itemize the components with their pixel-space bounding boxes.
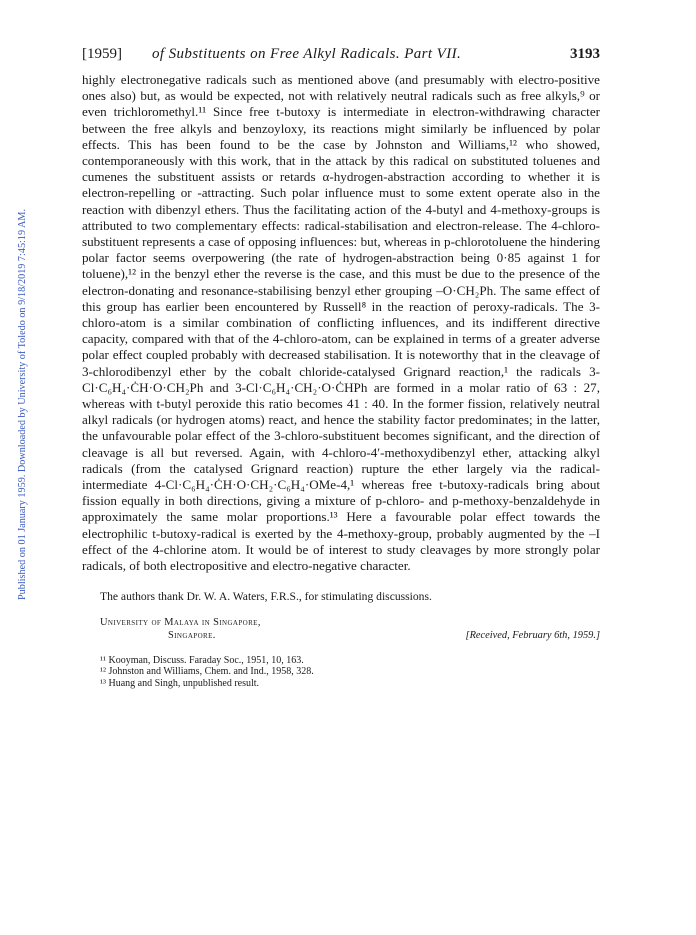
running-header bbox=[82, 46, 600, 68]
download-watermark bbox=[2, 150, 28, 600]
reference-item: ¹³ Huang and Singh, unpublished result. bbox=[100, 677, 260, 689]
header-year: [1959] bbox=[82, 46, 122, 62]
article-body bbox=[82, 72, 600, 574]
page-number: 3193 bbox=[570, 46, 600, 62]
reference-item: ¹² Johnston and Williams, Chem. and Ind., 1958, 328. bbox=[100, 666, 314, 678]
affiliation-block bbox=[100, 616, 600, 646]
reference-list bbox=[100, 655, 600, 689]
received-date: [Received, February 6th, 1959.] bbox=[465, 630, 600, 641]
header-title: of Substituents on Free Alkyl Radicals. Part VII. bbox=[152, 46, 462, 62]
reference-item: ¹¹ Kooyman, Discuss. Faraday Soc., 1951, 10, 163. bbox=[100, 655, 304, 666]
download-watermark-text: Published on 01 January 1959. Downloaded by University of Toledo on 9/18/2019 7:45:19 AM. bbox=[17, 208, 28, 600]
body-paragraph: highly electronegative radicals such as mentioned above (and presumably with electro-positive ones also) but, as would be expected, not with relatively neutral radicals such as free alkyls,⁹ or even trichloromethyl.¹¹ Since free t-butoxy is intermediate in electron-withdrawing character between the free alkyls and benzoyloxy, its reactions might similarly be influenced by polar effects. This has been found to be the case by Johnston and Williams,¹² who showed, contemporaneously with this work, that in the attack by this radical on substituted toluenes and cumenes the substituent assists or retards α-hydrogen-abstraction according to whether it is electron-repelling or -attracting. Such polar influence must to some extent operate also in the reaction with dibenzyl ethers. Thus the facilitating action of the 4-butyl and 4-methoxy-groups is attributed to two complementary effects: radical-stabilisation and electron-release. The 4-chloro-substituent represents a case of opposing influences: but, whereas in p-chlorotoluene the hindering polar factor seems overpowering (the rate of hydrogen-abstraction being 0·85 against 1 for toluene),¹² in the benzyl ether the reverse is the case, and this must be due to the presence of the electron-donating and resonance-stabilising benzyl ether grouping –O·CH₂Ph. The same effect of this group has earlier been encountered by Russell⁸ in the reaction of peroxy-radicals. The 3-chloro-atom is a similar combination of conflicting influences, and its indifferent directive capacity, compared with that of the 4-chloro-atom, can be explained in terms of a greater adverse polar effect coupled probably with decreased stabilisation. It is noteworthy that in the cleavage of 3-chlorodibenzyl ether by the cobalt chloride-catalysed Grignard reaction,¹ the radicals 3-Cl·C₆H₄·ĊH·O·CH₂Ph and 3-Cl·C₆H₄·CH₂·O·ĊHPh are formed in a molar ratio of 63 : 27, whereas with t-butyl peroxide this ratio becomes 41 : 40. In the former fission, relatively neutral alkyl radicals (or hydrogen atoms) react, and hence the stability factor predominates; in the latter, the unfavourable polar effect of the 3-chloro-substituent becomes significant, and the direction of cleavage is all but reversed. Again, with 4-chloro-4′-methoxydibenzyl ether, attacking alkyl radicals (from the catalysed Grignard reaction) rupture the ether largely via the radical-intermediate 4-Cl·C₆H₄·ĊH·O·CH₂·C₆H₄·OMe-4,¹ whereas free t-butoxy-radicals bring about fission equally in both directions, giving a mixture of p-chloro- and p-methoxy-benzaldehyde in approximately the same molar proportions.¹³ Here a favourable polar effect towards the electrophilic t-butoxy-radical is exerted by the 4-methoxy-group, probably augmented by the –I effect of the 4-chlorine atom. It would be of interest to study cleavages by more strongly polar radicals, of both electropositive and electro-negative character. bbox=[82, 72, 600, 574]
affiliation-university: University of Malaya in Singapore, bbox=[100, 617, 261, 628]
affiliation-city: Singapore. bbox=[168, 630, 216, 641]
acknowledgement: The authors thank Dr. W. A. Waters, F.R.S., for stimulating discussions. bbox=[100, 590, 432, 603]
